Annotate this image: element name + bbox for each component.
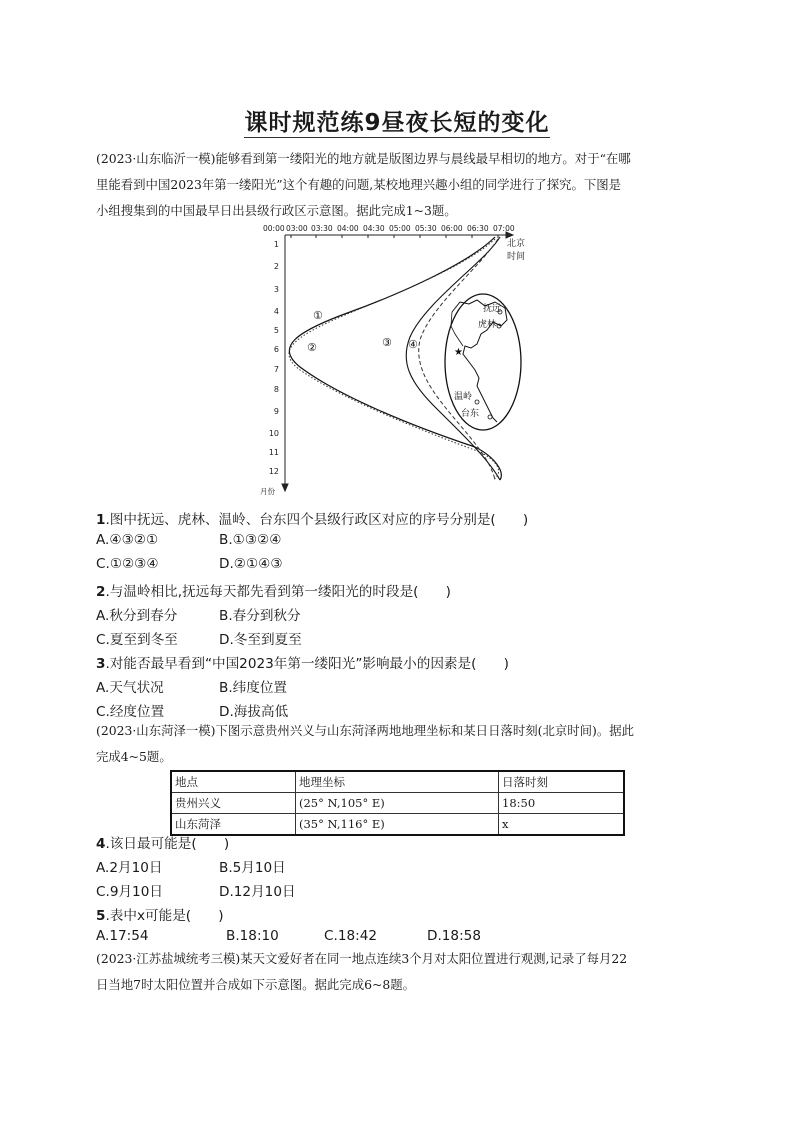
- month-label: 4: [273, 307, 279, 316]
- option-d[interactable]: D.18:58: [427, 928, 481, 944]
- option-d[interactable]: D.②①④③: [219, 556, 283, 572]
- option-d[interactable]: D.冬至到夏至: [219, 632, 302, 648]
- time-tick: 06:00: [441, 224, 463, 233]
- option-c[interactable]: C.18:42: [324, 928, 377, 944]
- time-tick: 03:30: [311, 224, 333, 233]
- option-b[interactable]: B.5月10日: [219, 860, 286, 876]
- intro-line: (2023·江苏盐城统考三模)某天文爱好者在同一地点连续3个月对太阳位置进行观测,记录了每月22: [96, 951, 628, 966]
- question-2: [96, 580, 451, 600]
- table-header-cell: 地点: [171, 771, 296, 793]
- sunrise-figure: [255, 222, 545, 502]
- question-text: .对能否最早看到“中国2023年第一缕阳光”影响最小的因素是( ): [105, 656, 509, 672]
- question-text: .与温岭相比,抚远每天都先看到第一缕阳光的时段是( ): [105, 584, 451, 600]
- option-c[interactable]: C.夏至到冬至: [96, 632, 178, 648]
- option-b[interactable]: B.①③②④: [219, 532, 282, 548]
- map-inset-frame: [445, 294, 521, 430]
- curve-label-3: ③: [382, 336, 392, 349]
- table-header-cell: 地理坐标: [296, 771, 499, 793]
- question-number: 2: [96, 584, 106, 600]
- question-number: 3: [96, 656, 106, 672]
- intro-line: 小组搜集到的中国最早日出县级行政区示意图。据此完成1~3题。: [96, 203, 457, 218]
- capital-star: ★: [454, 347, 463, 358]
- question-4-options-row-1: [96, 856, 286, 876]
- question-1-options-row-2: [96, 556, 283, 572]
- place-label-wenling: 温岭: [454, 392, 473, 402]
- question-text: .该日最可能是( ): [105, 836, 230, 852]
- option-b[interactable]: B.18:10: [226, 928, 279, 944]
- time-tick: 05:30: [415, 224, 437, 233]
- page-title-text: 课时规范练9昼夜长短的变化: [244, 110, 550, 136]
- option-a[interactable]: A.17:54: [96, 928, 149, 944]
- question-4-options-row-2: [96, 880, 296, 900]
- intro-line: 里能看到中国2023年第一缕阳光”这个有趣的问题,某校地理兴趣小组的同学进行了探究。下图是: [96, 177, 622, 192]
- intro-line: 完成4~5题。: [96, 749, 172, 764]
- option-c[interactable]: C.①②③④: [96, 556, 159, 572]
- time-tick: 04:00: [337, 224, 359, 233]
- table-cell: x: [499, 814, 625, 836]
- time-tick: 04:30: [363, 224, 385, 233]
- month-label: 1: [273, 240, 279, 249]
- question-4: [96, 832, 229, 852]
- month-label: 6: [273, 345, 279, 354]
- month-label: 7: [273, 365, 279, 374]
- question-5: [96, 904, 224, 924]
- table-cell: (35° N,116° E): [296, 814, 499, 836]
- question-3: [96, 652, 509, 672]
- month-axis-title: 月份: [260, 487, 275, 496]
- table-cell: 山东菏泽: [171, 814, 296, 836]
- place-label-fuyuan: 抚远: [483, 304, 502, 314]
- table-cell: 18:50: [499, 793, 625, 814]
- month-label: 2: [273, 262, 279, 271]
- intro-paragraph-1: [96, 146, 696, 224]
- place-label-taidong: 台东: [461, 409, 480, 419]
- month-label: 9: [273, 407, 279, 416]
- option-a[interactable]: A.秋分到春分: [96, 608, 178, 624]
- month-label: 3: [273, 285, 279, 294]
- question-number: 1: [96, 512, 106, 528]
- option-b[interactable]: B.春分到秋分: [219, 608, 301, 624]
- option-a[interactable]: A.2月10日: [96, 860, 163, 876]
- time-tick-labels: [263, 224, 515, 233]
- time-tick: 00:00: [263, 224, 285, 233]
- question-2-options-row-1: [96, 604, 301, 624]
- question-text: .图中抚远、虎林、温岭、台东四个县级行政区对应的序号分别是( ): [105, 512, 529, 528]
- option-c[interactable]: C.经度位置: [96, 704, 165, 720]
- intro-paragraph-3: [96, 946, 696, 998]
- option-b[interactable]: B.纬度位置: [219, 680, 288, 696]
- question-1-options-row-1: [96, 532, 281, 548]
- table-row: [171, 814, 624, 836]
- option-a[interactable]: A.④③②①: [96, 532, 159, 548]
- curve-label-4: ④: [408, 338, 418, 351]
- question-number: 5: [96, 908, 106, 924]
- month-label: 8: [273, 385, 279, 394]
- curve-label-1: ①: [313, 309, 323, 322]
- option-d[interactable]: D.海拔高低: [219, 704, 289, 720]
- month-axis-arrow: [282, 484, 288, 491]
- curve-label-2: ②: [307, 341, 317, 354]
- table-header-row: [171, 771, 624, 793]
- option-c[interactable]: C.9月10日: [96, 884, 163, 900]
- table-cell: 贵州兴义: [171, 793, 296, 814]
- place-label-hulin: 虎林: [478, 320, 497, 330]
- time-tick: 07:00: [493, 224, 515, 233]
- time-tick: 03:00: [286, 224, 308, 233]
- question-1: [96, 508, 528, 528]
- month-label: 11: [268, 448, 279, 457]
- table-row: [171, 793, 624, 814]
- beijing-time-label-2: 时间: [507, 252, 526, 262]
- month-label: 10: [268, 429, 279, 438]
- intro-line: 日当地7时太阳位置并合成如下示意图。据此完成6~8题。: [96, 977, 416, 992]
- question-5-options: [96, 928, 481, 944]
- table-cell: (25° N,105° E): [296, 793, 499, 814]
- table-header-cell: 日落时刻: [499, 771, 625, 793]
- question-3-options-row-1: [96, 676, 287, 696]
- question-text: .表中x可能是( ): [105, 908, 224, 924]
- month-labels: [269, 240, 279, 476]
- question-3-options-row-2: [96, 700, 288, 720]
- coordinates-table: [170, 770, 625, 836]
- beijing-time-line1: 北京: [507, 239, 526, 249]
- question-number: 4: [96, 836, 106, 852]
- option-d[interactable]: D.12月10日: [219, 884, 296, 900]
- time-tick: 06:30: [467, 224, 489, 233]
- option-a[interactable]: A.天气状况: [96, 680, 164, 696]
- intro-line: (2023·山东临沂一模)能够看到第一缕阳光的地方就是版图边界与晨线最早相切的地方。对于“在哪: [96, 151, 631, 166]
- intro-paragraph-2: [96, 718, 696, 770]
- time-tick: 05:00: [389, 224, 411, 233]
- page-title: [0, 104, 794, 137]
- month-label: 5: [273, 326, 279, 335]
- beijing-time-label: [507, 237, 525, 249]
- map-inset: [445, 294, 521, 430]
- month-label: 12: [268, 467, 279, 476]
- question-2-options-row-2: [96, 628, 302, 648]
- intro-line: (2023·山东菏泽一模)下图示意贵州兴义与山东菏泽两地地理坐标和某日日落时刻(北京时间)。据此: [96, 723, 635, 738]
